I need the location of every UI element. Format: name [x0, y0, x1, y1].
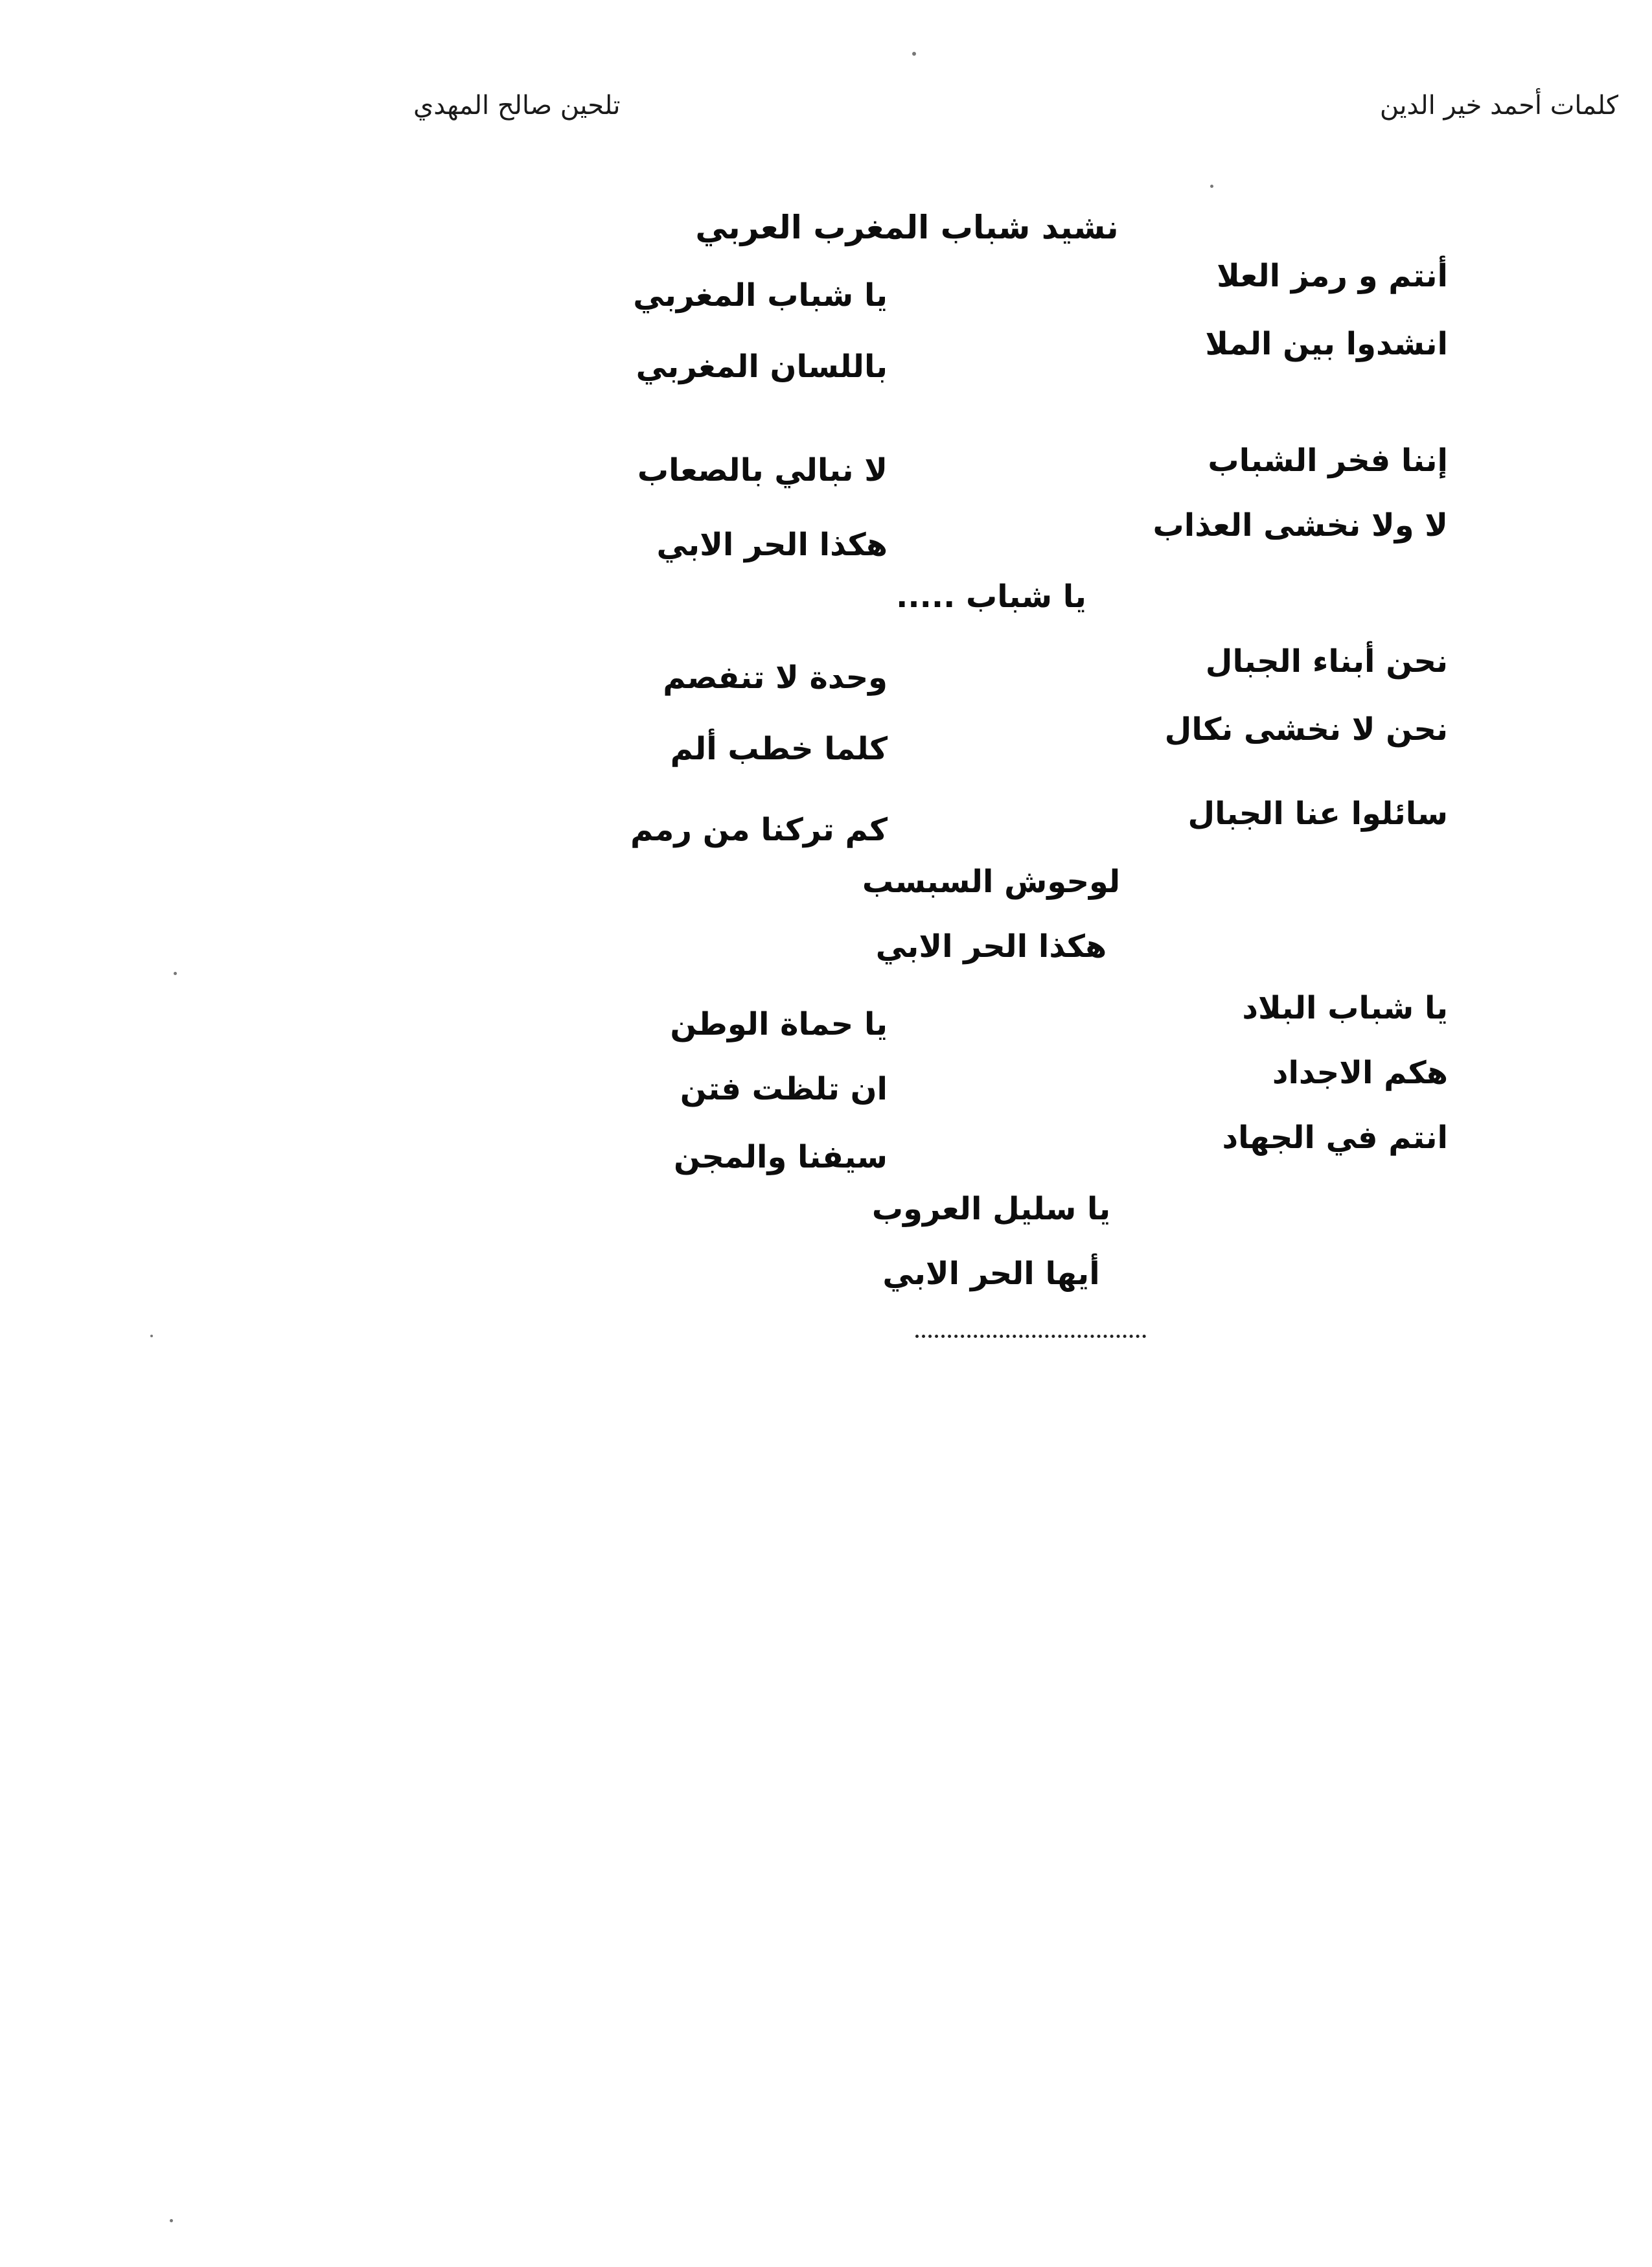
- scan-speck: [150, 1335, 153, 1337]
- lyrics-credit: كلمات أحمد خير الدين: [1379, 91, 1618, 121]
- scan-speck: [170, 2219, 173, 2222]
- verse-line-10-right: انتم في الجهاد: [1222, 1120, 1448, 1156]
- verse-line-5-right: نحن أبناء الجبال: [1205, 643, 1448, 680]
- verse-line-10-left: سيفنا والمجن: [674, 1139, 888, 1175]
- verse-line-9-right: هكم الاجداد: [1272, 1055, 1448, 1091]
- refrain-line-1: يا شباب .....: [896, 579, 1086, 615]
- scan-speck: [174, 972, 177, 975]
- anthem-title: نشيد شباب المغرب العربي: [695, 209, 1119, 246]
- verse-line-9-left: ان تلظت فتن: [680, 1071, 888, 1107]
- verse-line-8-left: يا حماة الوطن: [670, 1006, 888, 1042]
- scan-speck: [912, 52, 916, 56]
- verse-line-4-right: لا ولا نخشى العذاب: [1153, 507, 1448, 544]
- verse-line-2-left: باللسان المغربي: [636, 349, 888, 385]
- melody-credit: تلحين صالح المهدي: [413, 91, 621, 121]
- verse-line-6-right: نحن لا نخشى نكال: [1164, 711, 1448, 748]
- verse-line-2-right: انشدوا بين الملا: [1205, 326, 1448, 362]
- verse-line-3-left: لا نبالي بالصعاب: [637, 452, 888, 489]
- refrain-line-3: هكذا الحر الابي: [875, 928, 1107, 965]
- verse-line-7-right: سائلوا عنا الجبال: [1187, 796, 1448, 832]
- refrain-line-2: لوحوش السبسب: [862, 864, 1121, 900]
- verse-line-8-right: يا شباب البلاد: [1242, 990, 1448, 1026]
- verse-line-3-right: إننا فخر الشباب: [1208, 443, 1448, 479]
- end-divider: [915, 1335, 1146, 1338]
- verse-line-6-left: كلما خطب ألم: [670, 731, 888, 767]
- refrain-line-4: يا سليل العروب: [871, 1191, 1111, 1227]
- verse-line-1-left: يا شباب المغربي: [633, 277, 888, 314]
- verse-line-4-left: هكذا الحر الابي: [656, 527, 888, 563]
- scan-speck: [1210, 185, 1213, 188]
- verse-line-5-left: وحدة لا تنفصم: [663, 660, 888, 696]
- refrain-line-5: أيها الحر الابي: [882, 1256, 1100, 1292]
- verse-line-7-left: كم تركنا من رمم: [630, 812, 888, 848]
- verse-line-1-right: أنتم و رمز العلا: [1217, 258, 1448, 294]
